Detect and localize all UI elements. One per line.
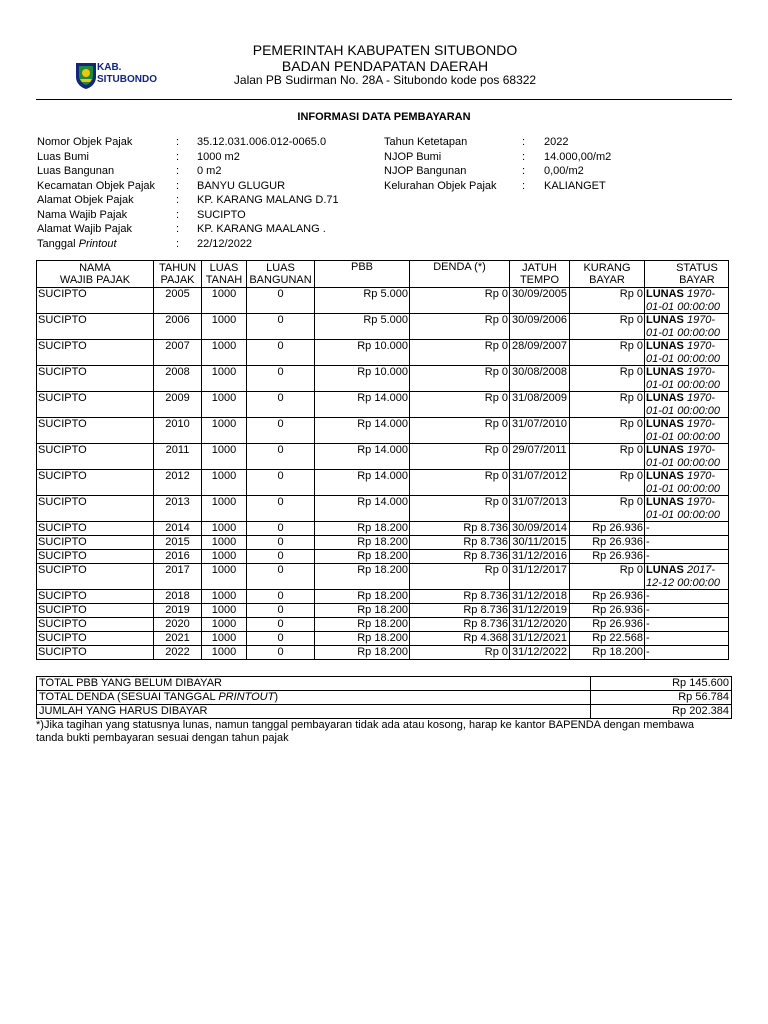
cell-kurang-bayar: Rp 26.936: [570, 590, 645, 604]
info-label: Kelurahan Objek Pajak: [384, 179, 497, 192]
status-label: LUNAS: [646, 496, 684, 508]
cell-denda: Rp 4.368: [410, 632, 510, 646]
table-row: [37, 618, 729, 632]
cell-denda: Rp 8.736: [410, 550, 510, 564]
cell-kurang-bayar: Rp 0: [570, 340, 645, 366]
status-date: 1970-01-01 00:00:00: [646, 418, 721, 443]
cell-jatuh-tempo: 30/09/2014: [510, 522, 570, 536]
cell-denda: Rp 8.736: [410, 536, 510, 550]
total-value: Rp 145.600: [591, 677, 732, 691]
info-value: 1000 m2: [197, 150, 240, 163]
cell-pbb: Rp 18.200: [315, 618, 410, 632]
table-row: [37, 314, 729, 340]
cell-jatuh-tempo: 29/07/2011: [510, 444, 570, 470]
cell-denda: Rp 0: [410, 392, 510, 418]
info-value: 22/12/2022: [197, 237, 253, 250]
status-date: 1970-01-01 00:00:00: [646, 444, 721, 469]
colon: :: [522, 150, 526, 163]
header-jatuh-tempo: JATUH TEMPO: [510, 261, 570, 288]
total-label: TOTAL PBB YANG BELUM DIBAYAR: [37, 677, 591, 691]
info-label: Nomor Objek Pajak: [37, 136, 133, 148]
cell-nama: SUCIPTO: [37, 288, 154, 314]
info-label: NJOP Bangunan: [384, 165, 467, 177]
cell-luas-bangunan: 0: [247, 604, 315, 618]
cell-status-bayar: [645, 618, 729, 632]
cell-denda: Rp 8.736: [410, 590, 510, 604]
cell-kurang-bayar: Rp 26.936: [570, 550, 645, 564]
colon: :: [176, 165, 180, 177]
cell-tahun: 2016: [154, 550, 202, 564]
cell-luas-bangunan: 0: [247, 314, 315, 340]
status-label: LUNAS: [646, 470, 684, 482]
info-value: 14.000,00/m2: [544, 150, 612, 163]
cell-status-bayar: [645, 646, 729, 660]
cell-luas-bangunan: 0: [247, 392, 315, 418]
cell-luas-bangunan: 0: [247, 536, 315, 550]
cell-nama: SUCIPTO: [37, 496, 154, 522]
cell-status-bayar: [645, 418, 729, 444]
cell-tahun: 2008: [154, 366, 202, 392]
total-value: Rp 202.384: [591, 705, 732, 719]
status-label: LUNAS: [646, 314, 684, 326]
cell-luas-tanah: 1000: [202, 418, 247, 444]
cell-pbb: Rp 18.200: [315, 646, 410, 660]
info-row-njop-bumi: [384, 150, 611, 165]
info-row-kelurahan: [384, 179, 611, 194]
cell-luas-tanah: 1000: [202, 444, 247, 470]
logo-text-line2: SITUBONDO: [97, 74, 157, 85]
status-label: LUNAS: [646, 444, 684, 456]
cell-luas-tanah: 1000: [202, 314, 247, 340]
cell-status-bayar: [645, 522, 729, 536]
status-label: -: [646, 646, 650, 658]
header-luas-bangunan: LUAS BANGUNAN: [247, 261, 315, 288]
shield-emblem-icon: [74, 60, 98, 90]
cell-luas-bangunan: 0: [247, 564, 315, 590]
cell-kurang-bayar: Rp 0: [570, 392, 645, 418]
info-label: Tahun Ketetapan: [384, 136, 468, 148]
status-date: 1970-01-01 00:00:00: [646, 392, 721, 417]
cell-status-bayar: [645, 366, 729, 392]
info-value: BANYU GLUGUR: [197, 179, 286, 192]
cell-kurang-bayar: Rp 26.936: [570, 618, 645, 632]
info-label: Luas Bangunan: [37, 165, 115, 177]
cell-luas-tanah: 1000: [202, 496, 247, 522]
cell-denda: Rp 0: [410, 646, 510, 660]
cell-jatuh-tempo: 28/09/2007: [510, 340, 570, 366]
cell-tahun: 2019: [154, 604, 202, 618]
status-label: -: [646, 618, 650, 630]
cell-status-bayar: [645, 590, 729, 604]
cell-luas-tanah: 1000: [202, 288, 247, 314]
status-date: 1970-01-01 00:00:00: [646, 366, 721, 391]
status-date: 1970-01-01 00:00:00: [646, 470, 721, 495]
cell-status-bayar: [645, 550, 729, 564]
logo-text: [97, 62, 157, 86]
colon: :: [176, 194, 180, 206]
cell-luas-bangunan: 0: [247, 646, 315, 660]
cell-luas-bangunan: 0: [247, 340, 315, 366]
cell-luas-tanah: 1000: [202, 340, 247, 366]
cell-tahun: 2015: [154, 536, 202, 550]
cell-kurang-bayar: Rp 22.568: [570, 632, 645, 646]
info-label: NJOP Bumi: [384, 150, 442, 163]
table-row: [37, 590, 729, 604]
cell-tahun: 2007: [154, 340, 202, 366]
info-label-italic: Printout: [78, 237, 117, 250]
info-row-alamat-wajib: [37, 222, 339, 237]
info-label: Alamat Wajib Pajak: [37, 223, 132, 235]
cell-denda: Rp 0: [410, 418, 510, 444]
cell-luas-bangunan: 0: [247, 522, 315, 536]
cell-luas-bangunan: 0: [247, 590, 315, 604]
cell-kurang-bayar: Rp 0: [570, 496, 645, 522]
status-label: -: [646, 550, 650, 562]
cell-tahun: 2012: [154, 470, 202, 496]
table-row: [37, 522, 729, 536]
cell-denda: Rp 8.736: [410, 604, 510, 618]
info-value: 2022: [544, 136, 569, 148]
table-row: [37, 366, 729, 392]
cell-luas-tanah: 1000: [202, 470, 247, 496]
page-title: INFORMASI DATA PEMBAYARAN: [297, 111, 471, 123]
cell-luas-tanah: 1000: [202, 522, 247, 536]
cell-luas-tanah: 1000: [202, 564, 247, 590]
cell-kurang-bayar: Rp 0: [570, 418, 645, 444]
table-row: [37, 632, 729, 646]
cell-denda: Rp 0: [410, 288, 510, 314]
cell-jatuh-tempo: 30/11/2015: [510, 536, 570, 550]
table-row: [37, 470, 729, 496]
status-label: -: [646, 604, 650, 616]
status-label: -: [646, 632, 650, 644]
status-label: LUNAS: [646, 418, 684, 430]
cell-kurang-bayar: Rp 0: [570, 564, 645, 590]
cell-tahun: 2021: [154, 632, 202, 646]
cell-pbb: Rp 18.200: [315, 590, 410, 604]
cell-jatuh-tempo: 31/12/2021: [510, 632, 570, 646]
cell-status-bayar: [645, 496, 729, 522]
total-pbb-row: [37, 677, 732, 691]
info-right-block: [384, 135, 611, 193]
cell-luas-bangunan: 0: [247, 444, 315, 470]
cell-pbb: Rp 5.000: [315, 288, 410, 314]
info-label: [37, 237, 176, 252]
cell-jatuh-tempo: 31/12/2020: [510, 618, 570, 632]
cell-kurang-bayar: Rp 26.936: [570, 536, 645, 550]
cell-nama: SUCIPTO: [37, 604, 154, 618]
cell-pbb: Rp 10.000: [315, 366, 410, 392]
cell-denda: Rp 8.736: [410, 618, 510, 632]
cell-jatuh-tempo: 30/08/2008: [510, 366, 570, 392]
cell-tahun: 2005: [154, 288, 202, 314]
cell-tahun: 2017: [154, 564, 202, 590]
header-pbb: PBB: [315, 261, 410, 288]
cell-pbb: Rp 18.200: [315, 550, 410, 564]
cell-nama: SUCIPTO: [37, 444, 154, 470]
table-row: [37, 564, 729, 590]
status-label: LUNAS: [646, 288, 684, 300]
cell-pbb: Rp 18.200: [315, 564, 410, 590]
cell-nama: SUCIPTO: [37, 522, 154, 536]
cell-kurang-bayar: Rp 0: [570, 444, 645, 470]
cell-pbb: Rp 18.200: [315, 632, 410, 646]
cell-tahun: 2013: [154, 496, 202, 522]
cell-luas-tanah: 1000: [202, 590, 247, 604]
cell-luas-bangunan: 0: [247, 632, 315, 646]
status-label: LUNAS: [646, 564, 684, 576]
cell-tahun: 2011: [154, 444, 202, 470]
info-row-nama-wajib: [37, 208, 339, 223]
cell-tahun: 2014: [154, 522, 202, 536]
cell-pbb: Rp 14.000: [315, 470, 410, 496]
header-government: PEMERINTAH KABUPATEN SITUBONDO: [252, 42, 518, 58]
cell-pbb: Rp 14.000: [315, 392, 410, 418]
cell-nama: SUCIPTO: [37, 646, 154, 660]
header-agency: BADAN PENDAPATAN DAERAH: [281, 58, 489, 74]
cell-status-bayar: [645, 536, 729, 550]
cell-nama: SUCIPTO: [37, 340, 154, 366]
info-value: 0,00/m2: [544, 165, 584, 177]
header-nama: NAMA WAJIB PAJAK: [37, 261, 154, 288]
table-row: [37, 444, 729, 470]
cell-pbb: Rp 18.200: [315, 604, 410, 618]
cell-status-bayar: [645, 444, 729, 470]
cell-jatuh-tempo: 31/07/2010: [510, 418, 570, 444]
info-row-luas-bangunan: [37, 164, 339, 179]
header-denda: DENDA (*): [410, 261, 510, 288]
payment-table-body: [37, 288, 729, 660]
total-label: TOTAL DENDA (SESUAI TANGGAL PRINTOUT): [37, 691, 591, 705]
cell-pbb: Rp 18.200: [315, 522, 410, 536]
cell-nama: SUCIPTO: [37, 418, 154, 444]
table-row: [37, 536, 729, 550]
table-row: [37, 604, 729, 618]
total-value: Rp 56.784: [591, 691, 732, 705]
colon: :: [522, 165, 526, 177]
cell-jatuh-tempo: 31/08/2009: [510, 392, 570, 418]
info-row-tahun-ketetapan: [384, 135, 611, 150]
cell-tahun: 2020: [154, 618, 202, 632]
cell-nama: SUCIPTO: [37, 550, 154, 564]
cell-nama: SUCIPTO: [37, 366, 154, 392]
table-row: [37, 646, 729, 660]
info-label: Luas Bumi: [37, 150, 89, 163]
cell-luas-bangunan: 0: [247, 618, 315, 632]
info-label-prefix: Tanggal: [37, 237, 76, 250]
header-status-bayar: STATUS BAYAR: [645, 261, 729, 288]
cell-luas-bangunan: 0: [247, 470, 315, 496]
cell-denda: Rp 0: [410, 314, 510, 340]
cell-luas-tanah: 1000: [202, 550, 247, 564]
status-date: 1970-01-01 00:00:00: [646, 314, 721, 339]
info-label: Kecamatan Objek Pajak: [37, 179, 156, 192]
status-label: -: [646, 536, 650, 548]
status-label: LUNAS: [646, 392, 684, 404]
cell-denda: Rp 0: [410, 496, 510, 522]
info-value: KALIANGET: [544, 179, 606, 192]
colon: :: [522, 136, 526, 148]
cell-nama: SUCIPTO: [37, 314, 154, 340]
cell-pbb: Rp 18.200: [315, 536, 410, 550]
info-row-kecamatan: [37, 179, 339, 194]
payment-table: [36, 260, 729, 660]
cell-nama: SUCIPTO: [37, 536, 154, 550]
colon: :: [176, 223, 180, 235]
cell-status-bayar: [645, 632, 729, 646]
cell-denda: Rp 8.736: [410, 522, 510, 536]
cell-nama: SUCIPTO: [37, 632, 154, 646]
cell-jatuh-tempo: 31/12/2022: [510, 646, 570, 660]
cell-kurang-bayar: Rp 18.200: [570, 646, 645, 660]
header-kurang-bayar: KURANG BAYAR: [570, 261, 645, 288]
cell-jatuh-tempo: 31/12/2019: [510, 604, 570, 618]
cell-jatuh-tempo: 30/09/2006: [510, 314, 570, 340]
colon: :: [176, 237, 180, 250]
cell-status-bayar: [645, 392, 729, 418]
cell-kurang-bayar: Rp 26.936: [570, 604, 645, 618]
cell-jatuh-tempo: 31/07/2012: [510, 470, 570, 496]
table-row: [37, 340, 729, 366]
info-row-alamat-objek: [37, 193, 339, 208]
cell-jatuh-tempo: 31/12/2016: [510, 550, 570, 564]
cell-luas-tanah: 1000: [202, 632, 247, 646]
cell-status-bayar: [645, 340, 729, 366]
total-jumlah-row: [37, 705, 732, 719]
cell-nama: SUCIPTO: [37, 590, 154, 604]
info-row-njop-bangunan: [384, 164, 611, 179]
cell-kurang-bayar: Rp 0: [570, 314, 645, 340]
cell-luas-bangunan: 0: [247, 496, 315, 522]
colon: :: [522, 179, 526, 192]
info-value: 0 m2: [197, 165, 222, 177]
cell-luas-bangunan: 0: [247, 366, 315, 392]
colon: :: [176, 179, 180, 192]
info-value: KP. KARANG MAALANG .: [197, 223, 326, 235]
cell-kurang-bayar: Rp 26.936: [570, 522, 645, 536]
cell-pbb: Rp 14.000: [315, 444, 410, 470]
table-row: [37, 496, 729, 522]
info-label: Alamat Objek Pajak: [37, 194, 134, 206]
cell-luas-bangunan: 0: [247, 550, 315, 564]
cell-luas-bangunan: 0: [247, 288, 315, 314]
status-label: LUNAS: [646, 366, 684, 378]
cell-denda: Rp 0: [410, 444, 510, 470]
cell-status-bayar: [645, 288, 729, 314]
status-date: 1970-01-01 00:00:00: [646, 340, 721, 365]
cell-luas-tanah: 1000: [202, 392, 247, 418]
footnote: *)Jika tagihan yang statusnya lunas, namun tanggal pembayaran tidak ada atau kosong, harap ke kantor BAPENDA dengan membawa tanda bukti pembayaran sesuai dengan tahun pajak: [36, 719, 694, 744]
cell-luas-bangunan: 0: [247, 418, 315, 444]
cell-status-bayar: [645, 314, 729, 340]
status-label: -: [646, 590, 650, 602]
cell-pbb: Rp 14.000: [315, 496, 410, 522]
status-label: LUNAS: [646, 340, 684, 352]
cell-luas-tanah: 1000: [202, 646, 247, 660]
total-denda-row: [37, 691, 732, 705]
logo: [74, 60, 166, 92]
total-label: JUMLAH YANG HARUS DIBAYAR: [37, 705, 591, 719]
info-label: Nama Wajib Pajak: [37, 208, 128, 221]
cell-jatuh-tempo: 30/09/2005: [510, 288, 570, 314]
header-address: Jalan PB Sudirman No. 28A - Situbondo kode pos 68322: [233, 73, 537, 87]
info-value: 35.12.031.006.012-0065.0: [197, 136, 327, 148]
colon: :: [176, 150, 180, 163]
totals-table: [36, 676, 732, 719]
info-value: SUCIPTO: [197, 208, 246, 221]
header-tahun: TAHUN PAJAK: [154, 261, 202, 288]
cell-tahun: 2009: [154, 392, 202, 418]
table-row: [37, 550, 729, 564]
table-row: [37, 288, 729, 314]
status-label: -: [646, 522, 650, 534]
status-date: 1970-01-01 00:00:00: [646, 288, 721, 313]
table-header-row: [37, 261, 729, 288]
status-date: 2017-12-12 00:00:00: [646, 564, 721, 589]
cell-pbb: Rp 10.000: [315, 340, 410, 366]
cell-jatuh-tempo: 31/07/2013: [510, 496, 570, 522]
cell-nama: SUCIPTO: [37, 564, 154, 590]
cell-tahun: 2006: [154, 314, 202, 340]
info-value: KP. KARANG MALANG D.71: [197, 194, 339, 206]
cell-luas-tanah: 1000: [202, 604, 247, 618]
cell-kurang-bayar: Rp 0: [570, 470, 645, 496]
cell-status-bayar: [645, 604, 729, 618]
cell-status-bayar: [645, 564, 729, 590]
table-row: [37, 418, 729, 444]
cell-kurang-bayar: Rp 0: [570, 288, 645, 314]
cell-denda: Rp 0: [410, 470, 510, 496]
cell-pbb: Rp 14.000: [315, 418, 410, 444]
cell-tahun: 2010: [154, 418, 202, 444]
cell-luas-tanah: 1000: [202, 536, 247, 550]
logo-text-line1: KAB.: [97, 62, 122, 73]
info-row-nop: [37, 135, 339, 150]
header-luas-tanah: LUAS TANAH: [202, 261, 247, 288]
cell-jatuh-tempo: 31/12/2017: [510, 564, 570, 590]
info-row-luas-bumi: [37, 150, 339, 165]
cell-denda: Rp 0: [410, 366, 510, 392]
cell-status-bayar: [645, 470, 729, 496]
cell-denda: Rp 0: [410, 340, 510, 366]
cell-denda: Rp 0: [410, 564, 510, 590]
colon: :: [176, 136, 180, 148]
cell-luas-tanah: 1000: [202, 366, 247, 392]
cell-jatuh-tempo: 31/12/2018: [510, 590, 570, 604]
info-row-tanggal-printout: [37, 237, 339, 252]
cell-tahun: 2018: [154, 590, 202, 604]
cell-tahun: 2022: [154, 646, 202, 660]
cell-luas-tanah: 1000: [202, 618, 247, 632]
status-date: 1970-01-01 00:00:00: [646, 496, 721, 521]
info-left-block: [37, 135, 339, 251]
cell-kurang-bayar: Rp 0: [570, 366, 645, 392]
cell-nama: SUCIPTO: [37, 392, 154, 418]
cell-pbb: Rp 5.000: [315, 314, 410, 340]
cell-nama: SUCIPTO: [37, 470, 154, 496]
header-divider: [36, 99, 732, 100]
cell-nama: SUCIPTO: [37, 618, 154, 632]
colon: :: [176, 208, 180, 221]
table-row: [37, 392, 729, 418]
